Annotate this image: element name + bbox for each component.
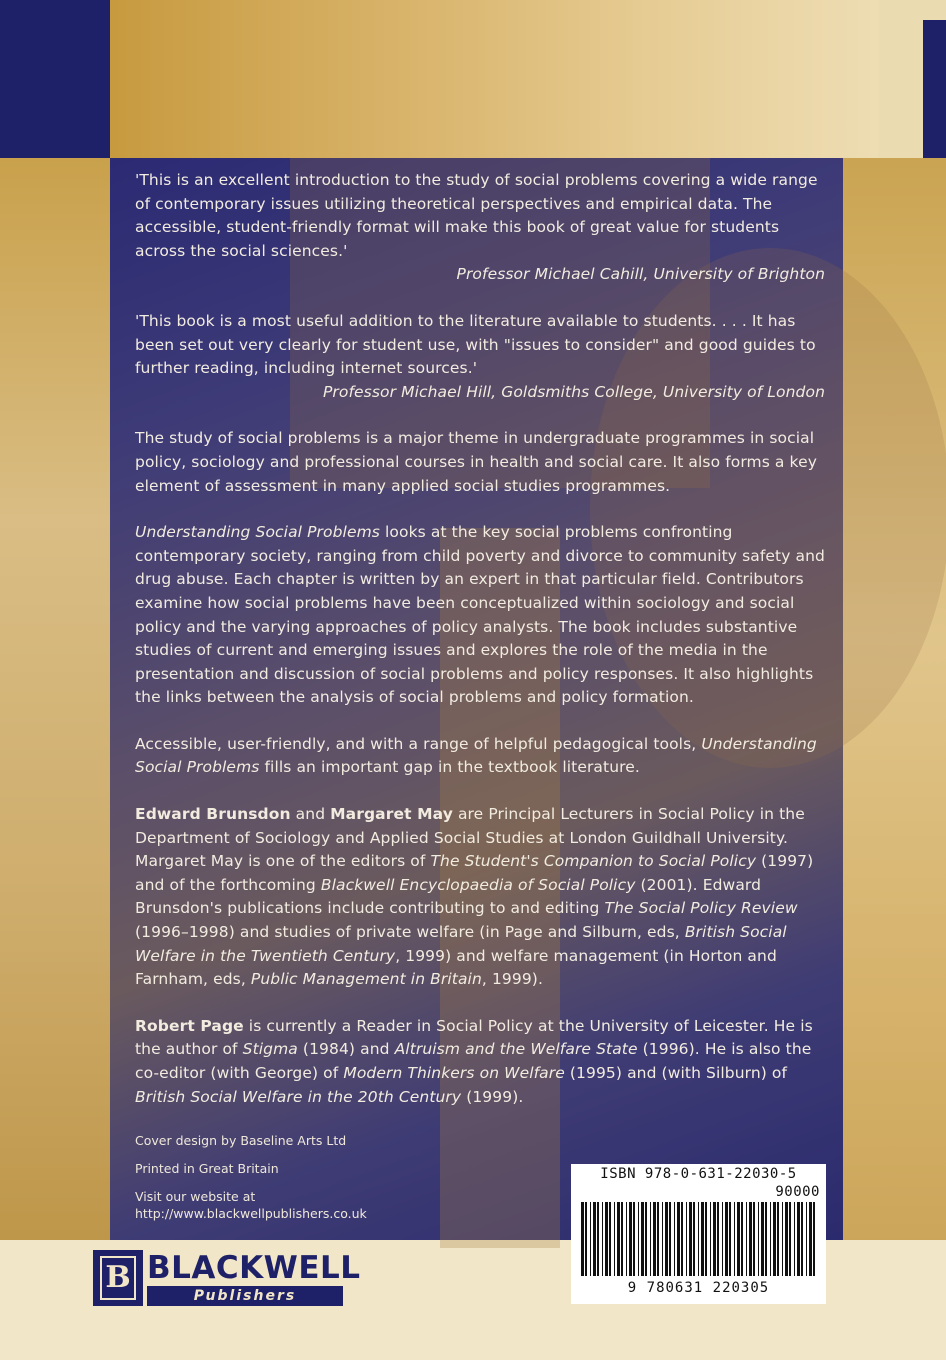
barcode-bar [581, 1202, 584, 1276]
barcode-bar [801, 1202, 803, 1276]
publisher-logo [93, 1250, 361, 1306]
review-quote: 'This is an excellent introduction to the study of social problems covering a wide range of contemporary issues utilizing theoretical perspectives and empirical data. The accessible, student-friendly format will make this book of great value for students across the social sciences.' [135, 171, 818, 260]
barcode-bar [717, 1202, 719, 1276]
bio-text: are Principal Lecturers in Social Policy in the Department of Sociology and Applied Social Studies at London Guildhall University. Margaret May is one of the editors of [135, 805, 805, 871]
description-text: looks at the key social problems confronting contemporary society, ranging from child poverty and divorce to community safety and drug abuse. Each chapter is written by an expert in that particular field. Contributors examine how social problems have been conceptualized within sociology and social policy and the varying approaches of policy analysts. The book includes substantive studies of current and emerging issues and explores the role of the media in the presentation and discussion of social problems and policy responses. It also highlights the links between the analysis of social problems and policy formation. [135, 523, 825, 707]
barcode-bar [665, 1202, 668, 1276]
barcode-bar [626, 1202, 627, 1276]
barcode-bar [650, 1202, 651, 1276]
editor-name: Edward Brunsdon [135, 805, 291, 824]
barcode-bar [773, 1202, 776, 1276]
website-line [135, 1188, 535, 1222]
book-title: Understanding Social Problems [135, 523, 380, 542]
review-attribution: Professor Michael Cahill, University of Brighton [456, 265, 825, 284]
barcode-bar [677, 1202, 680, 1276]
bio-book-title: Public Management in Britain [250, 970, 482, 989]
publisher-name: BLACKWELL [147, 1250, 361, 1286]
bio-text: is currently a Reader in Social Policy at the University of Leicester. He is the author of [135, 1016, 813, 1059]
barcode-bar [641, 1202, 644, 1276]
bio-book-title: British Social Welfare in the 20th Century [135, 1087, 462, 1106]
printed-in-credit: Printed in Great Britain [135, 1161, 279, 1176]
bio-text: (1997) and of the forthcoming [135, 852, 814, 894]
bio-book-title: The Social Policy Review [604, 899, 798, 918]
barcode-bar [686, 1202, 687, 1276]
bio-book-title: The Student's Companion to Social Policy [430, 852, 757, 871]
isbn-barcode [571, 1164, 826, 1304]
barcode-bar [806, 1202, 807, 1276]
barcode-bar [785, 1202, 788, 1276]
barcode-bar [770, 1202, 771, 1276]
barcode-bar [609, 1202, 611, 1276]
description-paragraph: The study of social problems is a major theme in undergraduate programmes in social policy, sociology and professional courses in health and social care. It also forms a key element of assessment in many applied social studies programmes. [135, 429, 817, 495]
bio-book-title: Modern Thinkers on Welfare [343, 1064, 565, 1082]
back-cover-text [135, 169, 825, 1109]
bio-text: (1996–1998) and studies of private welfare (in Page and Silburn, eds, [135, 923, 685, 942]
barcode-bar [693, 1202, 695, 1276]
barcode-digits: 9 780631 220305 [627, 1280, 770, 1296]
editor-name: Robert Page [135, 1016, 244, 1035]
barcode-bar [633, 1202, 635, 1276]
bio-book-title: British Social Welfare in the Twentieth Century [135, 923, 787, 965]
publisher-tagline: Publishers [147, 1286, 343, 1306]
cover-design-credit: Cover design by Baseline Arts Ltd [135, 1133, 347, 1148]
price-code: 90000 [775, 1184, 820, 1200]
editor-name: Margaret May [330, 805, 453, 824]
description-text: Accessible, user-friendly, and with a range of helpful pedagogical tools, [135, 734, 702, 753]
background-navy-block [0, 0, 110, 158]
barcode-bar [734, 1202, 735, 1276]
description-paragraph [135, 733, 825, 780]
barcode-bar [657, 1202, 659, 1276]
barcode-bar [749, 1202, 752, 1276]
barcode-bar [701, 1202, 704, 1276]
bio-text: , 1999). [481, 970, 543, 989]
barcode-bar [593, 1202, 596, 1276]
barcode-bar [737, 1202, 740, 1276]
description-paragraph [135, 521, 825, 710]
website-url: http://www.blackwellpublishers.co.uk [135, 1206, 367, 1221]
barcode-bar [605, 1202, 608, 1276]
barcode-bar [794, 1202, 795, 1276]
barcode-bar [809, 1202, 812, 1276]
logo-letter: B [100, 1256, 136, 1300]
editor-bio [135, 1015, 825, 1109]
barcode-bar [761, 1202, 764, 1276]
barcode-bar [777, 1202, 779, 1276]
bio-text: (1996). He is also the co-editor (with George) of [135, 1040, 812, 1082]
bio-text: and [290, 805, 331, 824]
barcode-bar [645, 1202, 647, 1276]
barcode-bar [746, 1202, 747, 1276]
barcode-bar [629, 1202, 632, 1276]
background-top-strip [110, 0, 946, 158]
background-left-column [0, 158, 110, 1360]
bio-book-title: Blackwell Encyclopaedia of Social Policy [320, 875, 636, 894]
barcode-bar [689, 1202, 692, 1276]
bio-text: , 1999) and welfare management (in Horton and Farnham, eds, [135, 946, 777, 989]
barcode-bar [621, 1202, 623, 1276]
barcode-bar [617, 1202, 620, 1276]
barcode-bar [653, 1202, 656, 1276]
barcode-bars [581, 1202, 816, 1276]
bio-book-title: Altruism and the Welfare State [394, 1040, 638, 1059]
review-quote: 'This book is a most useful addition to the literature available to students. . . . It has been set out very clearly for student use, with "issues to consider" and good guides to further reading, including internet sources.' [135, 311, 816, 378]
bio-book-title: Stigma [242, 1040, 298, 1059]
barcode-bar [782, 1202, 783, 1276]
barcode-bar [638, 1202, 639, 1276]
barcode-bar [741, 1202, 743, 1276]
barcode-bar [674, 1202, 675, 1276]
barcode-bar [789, 1202, 791, 1276]
barcode-bar [602, 1202, 603, 1276]
barcode-bar [729, 1202, 731, 1276]
bio-text: (1999). [461, 1087, 524, 1106]
barcode-bar [722, 1202, 723, 1276]
barcode-bar [698, 1202, 699, 1276]
review-attribution: Professor Michael Hill, Goldsmiths College, University of London [322, 382, 825, 401]
barcode-bar [614, 1202, 615, 1276]
barcode-bar [705, 1202, 707, 1276]
barcode-bar [662, 1202, 663, 1276]
bio-text: (1984) and [297, 1040, 395, 1059]
barcode-bar [597, 1202, 599, 1276]
bio-text: (1995) and (with Silburn) of [564, 1064, 788, 1082]
description-text: fills an important gap in the textbook literature. [259, 758, 640, 777]
logo-mark [93, 1250, 143, 1306]
barcode-bar [813, 1202, 815, 1276]
barcode-bar [725, 1202, 728, 1276]
barcode-bar [758, 1202, 759, 1276]
barcode-bar [585, 1202, 587, 1276]
barcode-bar [681, 1202, 683, 1276]
barcode-bar [590, 1202, 591, 1276]
barcode-bar [669, 1202, 671, 1276]
barcode-bar [765, 1202, 767, 1276]
barcode-bar [713, 1202, 716, 1276]
website-label: Visit our website at [135, 1189, 256, 1204]
barcode-bar [710, 1202, 711, 1276]
barcode-bar [753, 1202, 755, 1276]
editors-bio [135, 803, 825, 992]
barcode-bar [797, 1202, 800, 1276]
isbn-text: ISBN 978-0-631-22030-5 [600, 1166, 797, 1182]
book-title: Understanding Social Problems [135, 734, 817, 777]
bio-text: (2001). Edward Brunsdon's publications include contributing to and editing [135, 875, 762, 918]
credits [135, 1132, 535, 1233]
